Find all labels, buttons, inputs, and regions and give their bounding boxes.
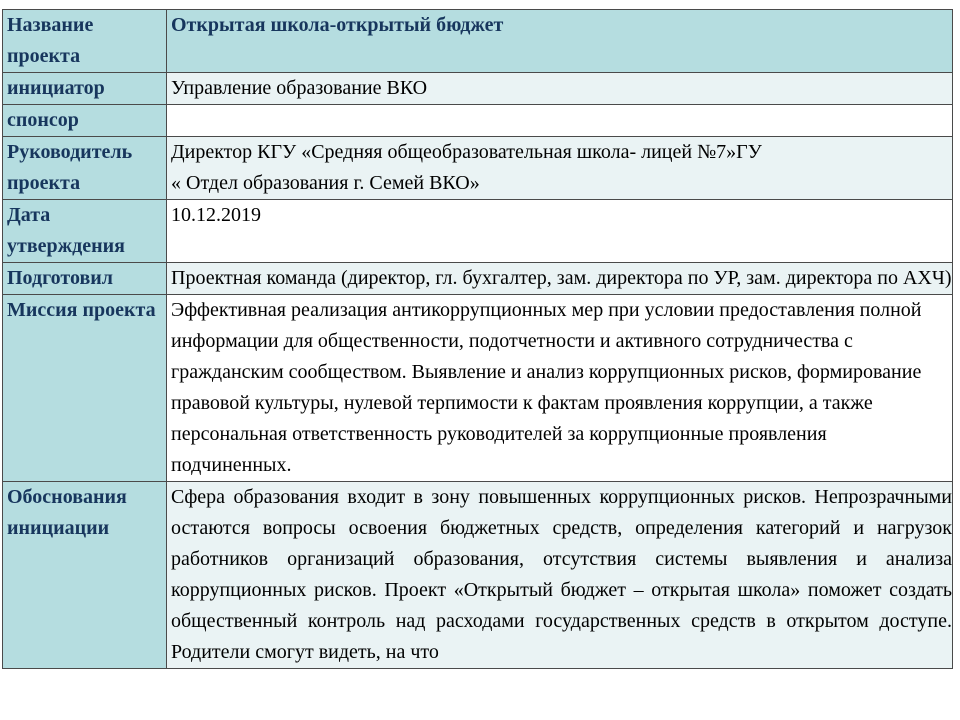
row-label: Обоснования инициации	[3, 482, 167, 669]
project-passport-table	[2, 9, 953, 669]
row-value: Проектная команда (директор, гл. бухгалтер, зам. директора по УР, зам. директора по АХЧ)	[167, 263, 953, 295]
row-label: Дата утверждения	[3, 200, 167, 263]
row-value	[167, 10, 953, 73]
value-line: « Отдел образования г. Семей ВКО»	[171, 172, 480, 194]
table-row-approval-date	[3, 200, 953, 263]
table-row-project-name	[3, 10, 953, 73]
row-label: инициатор	[3, 73, 167, 105]
row-value: Сфера образования входит в зону повышенных коррупционных рисков. Непрозрачными остаются вопросы освоения бюджетных средств, определения категорий и нагрузок работников организаций образования, отсутствия системы выявления и анализа коррупционных рисков. Проект «Открытый бюджет – открытая школа» поможет создать общественный контроль над расходами государственных средств в открытом доступе. Родители смогут видеть, на что	[167, 482, 953, 669]
row-value	[167, 137, 953, 200]
row-label: Название проекта	[3, 10, 167, 73]
row-value	[167, 105, 953, 137]
row-label: Миссия проекта	[3, 295, 167, 482]
table-row-mission	[3, 295, 953, 482]
row-label: Подготовил	[3, 263, 167, 295]
table-row-sponsor	[3, 105, 953, 137]
row-value: 10.12.2019	[167, 200, 953, 263]
row-value: Эффективная реализация антикоррупционных мер при условии предоставления полной информации для общественности, подотчетности и активного сотрудничества с гражданским сообществом. Выявление и анализ коррупционных рисков, формирование правовой культуры, нулевой терпимости к фактам проявления коррупции, а также персональная ответственность руководителей за коррупционные проявления подчиненных.	[167, 295, 953, 482]
value-line: Директор КГУ «Средняя общеобразовательная школа- лицей №7»ГУ	[171, 141, 762, 163]
table-row-project-head	[3, 137, 953, 200]
row-label: спонсор	[3, 105, 167, 137]
table-row-justification	[3, 482, 953, 669]
table-row-initiator	[3, 73, 953, 105]
row-label: Руководитель проекта	[3, 137, 167, 200]
project-title: Открытая школа-открытый бюджет	[171, 14, 504, 36]
row-value: Управление образование ВКО	[167, 73, 953, 105]
table-row-prepared-by	[3, 263, 953, 295]
